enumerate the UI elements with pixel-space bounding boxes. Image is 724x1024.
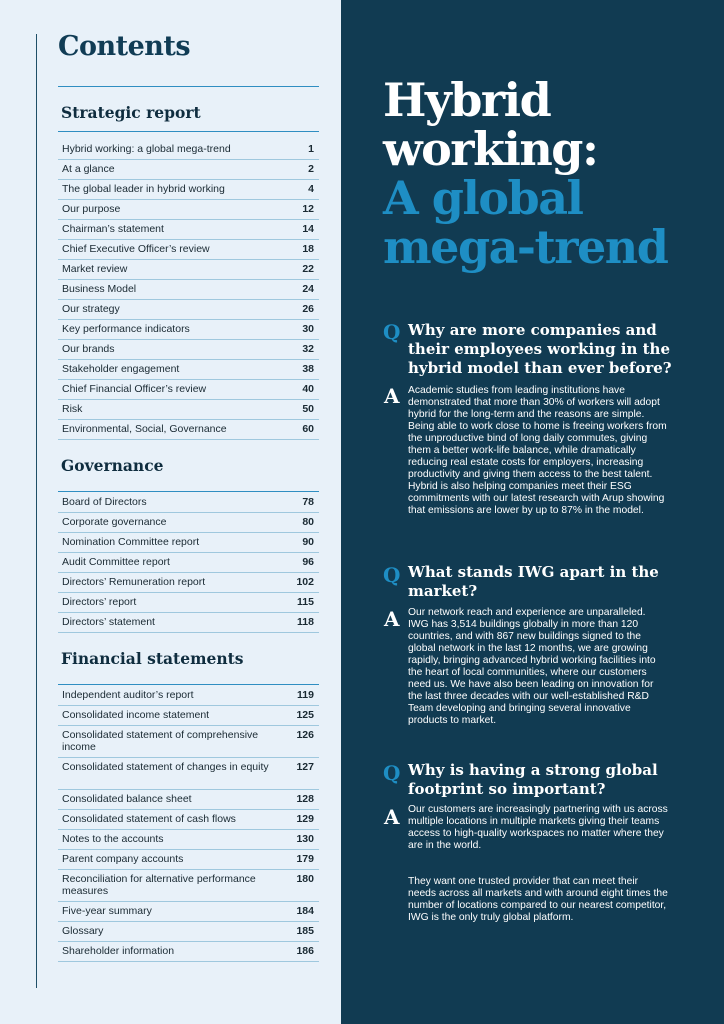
toc-entry-label: Consolidated statement of changes in equity <box>62 761 269 773</box>
toc-entry[interactable] <box>58 922 319 942</box>
toc-entry-page: 38 <box>302 363 314 375</box>
toc-entry-label: Independent auditor’s report <box>62 689 194 701</box>
answer-text: Academic studies from leading institutions have demonstrated that more than 30% of workers will adopt hybrid for the long-term and the reasons are simple. Being able to work close to home is freeing workers from the unproductive bind of long daily commutes, giving them a better work-life balance, while dramatically reducing real estate costs for employers, increasing productivity and giving them access to the best talent. Hybrid is also helping companies meet their ESG commitments with our latest research with Arup showing that emissions are lower by up to 87% in the model. <box>408 385 667 516</box>
toc-entry-label: Consolidated balance sheet <box>62 793 192 805</box>
toc-entry[interactable] <box>58 180 319 200</box>
toc-entry[interactable] <box>58 613 319 633</box>
answer-text: Our customers are increasingly partnering with us across multiple locations in multiple markets giving their teams access to high-quality workspaces no matter where they are in the world. <box>408 804 668 851</box>
toc-entry[interactable] <box>58 320 319 340</box>
section-rule <box>58 491 319 492</box>
toc-entry-page: 185 <box>296 925 314 937</box>
toc-entry[interactable] <box>58 160 319 180</box>
question-mark-label: Q <box>383 320 401 344</box>
toc-entry-page: 119 <box>297 689 314 701</box>
toc-entry[interactable] <box>58 573 319 593</box>
hero-line-accent: A global <box>383 171 583 225</box>
toc-entry[interactable] <box>58 790 319 810</box>
answer-mark-label: A <box>384 384 400 408</box>
toc-entry-page: 125 <box>296 709 314 721</box>
toc-entry[interactable] <box>58 850 319 870</box>
toc-entry-page: 128 <box>296 793 314 805</box>
toc-entry[interactable] <box>58 400 319 420</box>
toc-entry-page: 12 <box>302 203 314 215</box>
toc-entry[interactable] <box>58 942 319 962</box>
section-rule <box>58 131 319 132</box>
toc-entry-page: 126 <box>296 729 314 741</box>
toc-entry-label: Risk <box>62 403 83 415</box>
toc-entry-label: Environmental, Social, Governance <box>62 423 227 435</box>
toc-entry-label: Consolidated income statement <box>62 709 210 721</box>
toc-entry[interactable] <box>58 902 319 922</box>
toc-entry-page: 180 <box>296 873 314 885</box>
toc-entry[interactable] <box>58 758 319 790</box>
toc-entry-page: 50 <box>302 403 314 415</box>
toc-entry-page: 90 <box>302 536 314 548</box>
toc-entry-label: Consolidated statement of cash flows <box>62 813 236 825</box>
toc-entry[interactable] <box>58 830 319 850</box>
toc-entry[interactable] <box>58 726 319 758</box>
question-text: Why is having a strong global footprint so important? <box>408 761 658 798</box>
section-title: Strategic report <box>61 103 201 122</box>
toc-entry-page: 4 <box>308 183 314 195</box>
toc-entry[interactable] <box>58 593 319 613</box>
vertical-rule <box>36 34 37 988</box>
toc-entry-label: Stakeholder engagement <box>62 363 180 375</box>
toc-entry[interactable] <box>58 360 319 380</box>
toc-entry[interactable] <box>58 810 319 830</box>
toc-entry[interactable] <box>58 220 319 240</box>
toc-entry-page: 102 <box>296 576 314 588</box>
toc-entry-label: Business Model <box>62 283 137 295</box>
contents-panel <box>0 0 341 1024</box>
contents-top-rule <box>58 86 319 87</box>
toc-entry-label: Notes to the accounts <box>62 833 164 845</box>
hero-line-accent: mega-trend <box>383 220 668 274</box>
section-title: Financial statements <box>61 649 244 668</box>
toc-entry-label: Hybrid working: a global mega-trend <box>62 143 231 155</box>
toc-entry[interactable] <box>58 493 319 513</box>
toc-entry[interactable] <box>58 340 319 360</box>
toc-entry-label: Consolidated statement of comprehensive income <box>62 729 259 753</box>
toc-entry-page: 127 <box>296 761 314 773</box>
toc-entry-page: 80 <box>302 516 314 528</box>
toc-entry-label: Chief Financial Officer’s review <box>62 383 207 395</box>
question-text: Why are more companies and their employees working in the hybrid model than ever before? <box>408 321 672 377</box>
toc-entry-page: 40 <box>302 383 314 395</box>
toc-entry-label: Key performance indicators <box>62 323 190 335</box>
toc-entry[interactable] <box>58 240 319 260</box>
answer-text: Our network reach and experience are unparalleled. IWG has 3,514 buildings globally in more than 120 countries, and with 867 new buildings signed to the global network in the last 12 months, we are growing rapidly, bringing advanced hybrid working facilities into the heart of local communities, where our customers need us. We have also been leading on innovation for the last three decades with our well-established R&D Team developing and bringing several innovative products to market. <box>408 607 656 726</box>
toc-entry-label: Chairman’s statement <box>62 223 164 235</box>
toc-entry-page: 115 <box>297 596 314 608</box>
toc-entry-label: The global leader in hybrid working <box>62 183 225 195</box>
toc-entry-label: Market review <box>62 263 128 275</box>
toc-entry-label: Audit Committee report <box>62 556 170 568</box>
toc-entry-page: 118 <box>297 616 314 628</box>
toc-entry[interactable] <box>58 300 319 320</box>
question-mark-label: Q <box>383 761 401 785</box>
toc-entry-label: At a glance <box>62 163 115 175</box>
toc-entry[interactable] <box>58 280 319 300</box>
toc-entry[interactable] <box>58 140 319 160</box>
toc-entry-page: 184 <box>296 905 314 917</box>
toc-entry[interactable] <box>58 420 319 440</box>
toc-entry-page: 96 <box>302 556 314 568</box>
toc-entry[interactable] <box>58 870 319 902</box>
toc-entry-page: 2 <box>308 163 314 175</box>
toc-entry[interactable] <box>58 260 319 280</box>
contents-title: Contents <box>58 31 191 62</box>
toc-entry-label: Five-year summary <box>62 905 152 917</box>
answer-mark-label: A <box>384 805 400 829</box>
toc-entry[interactable] <box>58 513 319 533</box>
toc-entry[interactable] <box>58 553 319 573</box>
toc-entry-label: Shareholder information <box>62 945 175 957</box>
toc-entry-page: 32 <box>302 343 314 355</box>
toc-entry-page: 130 <box>296 833 314 845</box>
toc-entry-page: 18 <box>302 243 314 255</box>
toc-entry-label: Directors’ Remuneration report <box>62 576 206 588</box>
toc-entry-page: 129 <box>296 813 314 825</box>
toc-entry-page: 24 <box>302 283 314 295</box>
toc-entry-page: 186 <box>296 945 314 957</box>
toc-entry-label: Our purpose <box>62 203 121 215</box>
toc-entry-page: 1 <box>308 143 314 155</box>
hero-heading <box>383 73 668 274</box>
toc-entry-label: Corporate governance <box>62 516 167 528</box>
toc-entry[interactable] <box>58 380 319 400</box>
toc-entry-page: 78 <box>302 496 314 508</box>
toc-entry-label: Glossary <box>62 925 104 937</box>
toc-entry-label: Chief Executive Officer’s review <box>62 243 210 255</box>
toc-entry-page: 22 <box>302 263 314 275</box>
answer-text: They want one trusted provider that can meet their needs across all markets and with around eight times the number of locations compared to our nearest competitor, IWG is the only truly global platform. <box>408 876 668 923</box>
question-mark-label: Q <box>383 563 401 587</box>
toc-entry[interactable] <box>58 686 319 706</box>
hero-line: Hybrid <box>383 73 551 127</box>
toc-entry-page: 60 <box>302 423 314 435</box>
question-text: What stands IWG apart in the market? <box>408 563 659 600</box>
answer-mark-label: A <box>384 607 400 631</box>
toc-entry-page: 26 <box>302 303 314 315</box>
toc-entry-label: Reconciliation for alternative performance measures <box>62 873 256 897</box>
toc-entry-page: 30 <box>302 323 314 335</box>
toc-entry[interactable] <box>58 533 319 553</box>
toc-entry-label: Directors’ statement <box>62 616 155 628</box>
toc-entry[interactable] <box>58 706 319 726</box>
toc-entry-label: Nomination Committee report <box>62 536 200 548</box>
toc-entry-label: Our brands <box>62 343 115 355</box>
toc-entry-page: 14 <box>302 223 314 235</box>
toc-entry-label: Parent company accounts <box>62 853 184 865</box>
toc-entry-page: 179 <box>296 853 314 865</box>
toc-entry[interactable] <box>58 200 319 220</box>
hero-line: working: <box>383 122 598 176</box>
section-title: Governance <box>61 456 164 475</box>
toc-entry-label: Our strategy <box>62 303 120 315</box>
toc-entry-label: Board of Directors <box>62 496 147 508</box>
toc-entry-label: Directors’ report <box>62 596 137 608</box>
section-rule <box>58 684 319 685</box>
